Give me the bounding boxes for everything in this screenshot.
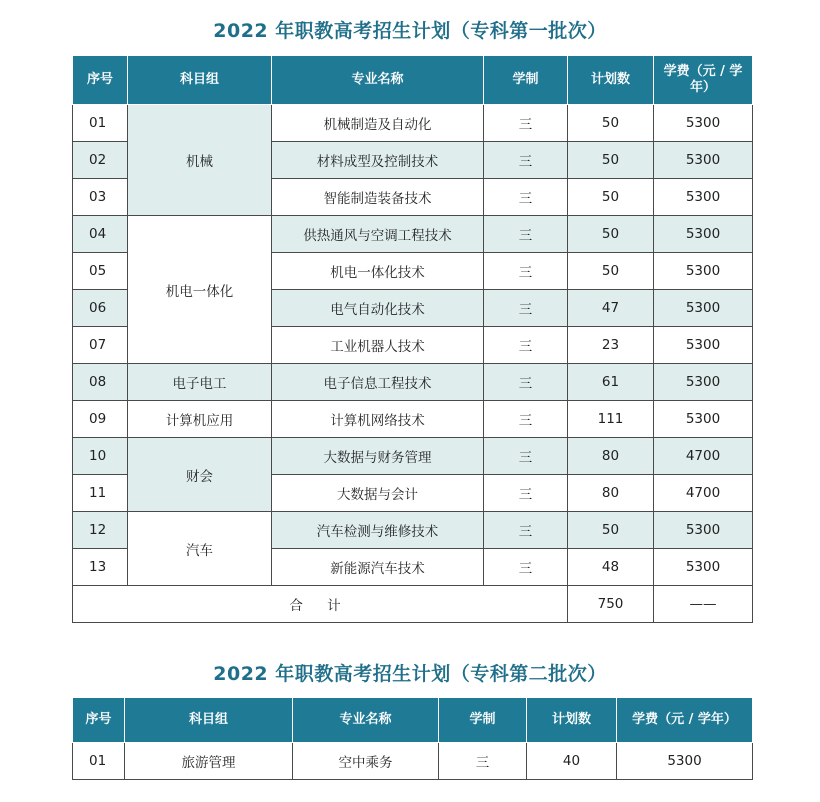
row-major: 电子信息工程技术 bbox=[272, 364, 484, 401]
row-plan: 50 bbox=[568, 142, 654, 179]
row-fee: 5300 bbox=[654, 105, 753, 142]
group-cell: 机电一体化 bbox=[128, 216, 272, 364]
row-years: 三 bbox=[484, 438, 568, 475]
row-plan: 40 bbox=[527, 743, 617, 780]
row-no: 05 bbox=[73, 253, 128, 290]
row-no: 09 bbox=[73, 401, 128, 438]
row-major: 材料成型及控制技术 bbox=[272, 142, 484, 179]
row-plan: 48 bbox=[568, 549, 654, 586]
header-major: 专业名称 bbox=[293, 698, 439, 743]
row-fee: 5300 bbox=[654, 290, 753, 327]
row-no: 08 bbox=[73, 364, 128, 401]
header-years: 学制 bbox=[439, 698, 527, 743]
header-no: 序号 bbox=[73, 698, 125, 743]
header-plan: 计划数 bbox=[568, 56, 654, 105]
total-label: 合 计 bbox=[73, 586, 568, 623]
total-row bbox=[73, 586, 753, 623]
row-plan: 61 bbox=[568, 364, 654, 401]
row-major: 智能制造装备技术 bbox=[272, 179, 484, 216]
row-major: 大数据与财务管理 bbox=[272, 438, 484, 475]
row-plan: 47 bbox=[568, 290, 654, 327]
row-years: 三 bbox=[484, 290, 568, 327]
row-fee: 4700 bbox=[654, 438, 753, 475]
table-row bbox=[73, 401, 753, 438]
header-major: 专业名称 bbox=[272, 56, 484, 105]
header-plan: 计划数 bbox=[527, 698, 617, 743]
row-years: 三 bbox=[484, 364, 568, 401]
header-group: 科目组 bbox=[128, 56, 272, 105]
second-batch-table bbox=[72, 697, 753, 780]
group-cell: 电子电工 bbox=[128, 364, 272, 401]
group-cell: 旅游管理 bbox=[125, 743, 293, 780]
row-major: 空中乘务 bbox=[293, 743, 439, 780]
table-row bbox=[73, 743, 753, 780]
row-major: 计算机网络技术 bbox=[272, 401, 484, 438]
row-years: 三 bbox=[484, 475, 568, 512]
row-fee: 5300 bbox=[654, 142, 753, 179]
row-plan: 50 bbox=[568, 216, 654, 253]
row-no: 03 bbox=[73, 179, 128, 216]
header-fee: 学费（元 / 学年） bbox=[617, 698, 753, 743]
row-fee: 5300 bbox=[654, 401, 753, 438]
row-fee: 5300 bbox=[654, 216, 753, 253]
header-group: 科目组 bbox=[125, 698, 293, 743]
row-major: 电气自动化技术 bbox=[272, 290, 484, 327]
row-major: 大数据与会计 bbox=[272, 475, 484, 512]
row-years: 三 bbox=[484, 549, 568, 586]
row-years: 三 bbox=[484, 512, 568, 549]
first-batch-table bbox=[72, 55, 753, 623]
table2-title: 2022 年职教高考招生计划（专科第二批次） bbox=[213, 663, 607, 685]
row-fee: 5300 bbox=[654, 512, 753, 549]
table-row bbox=[73, 512, 753, 549]
row-plan: 50 bbox=[568, 512, 654, 549]
row-no: 07 bbox=[73, 327, 128, 364]
row-plan: 50 bbox=[568, 179, 654, 216]
row-years: 三 bbox=[484, 105, 568, 142]
header-fee: 学费（元 / 学年） bbox=[654, 56, 753, 105]
header-years: 学制 bbox=[484, 56, 568, 105]
row-plan: 23 bbox=[568, 327, 654, 364]
table-row bbox=[73, 438, 753, 475]
row-years: 三 bbox=[484, 253, 568, 290]
table-row bbox=[73, 364, 753, 401]
row-major: 工业机器人技术 bbox=[272, 327, 484, 364]
row-plan: 80 bbox=[568, 438, 654, 475]
row-fee: 5300 bbox=[654, 364, 753, 401]
row-years: 三 bbox=[484, 179, 568, 216]
row-years: 三 bbox=[484, 401, 568, 438]
row-major: 供热通风与空调工程技术 bbox=[272, 216, 484, 253]
row-years: 三 bbox=[484, 142, 568, 179]
row-years: 三 bbox=[439, 743, 527, 780]
total-fee: —— bbox=[654, 586, 753, 623]
row-no: 01 bbox=[73, 105, 128, 142]
row-years: 三 bbox=[484, 216, 568, 253]
row-plan: 80 bbox=[568, 475, 654, 512]
row-fee: 4700 bbox=[654, 475, 753, 512]
row-no: 11 bbox=[73, 475, 128, 512]
row-fee: 5300 bbox=[654, 253, 753, 290]
row-fee: 5300 bbox=[654, 327, 753, 364]
table1-title: 2022 年职教高考招生计划（专科第一批次） bbox=[213, 20, 607, 42]
row-fee: 5300 bbox=[617, 743, 753, 780]
row-major: 汽车检测与维修技术 bbox=[272, 512, 484, 549]
row-major: 机械制造及自动化 bbox=[272, 105, 484, 142]
group-cell: 财会 bbox=[128, 438, 272, 512]
row-major: 新能源汽车技术 bbox=[272, 549, 484, 586]
header-no: 序号 bbox=[73, 56, 128, 105]
row-no: 02 bbox=[73, 142, 128, 179]
group-cell: 汽车 bbox=[128, 512, 272, 586]
row-plan: 50 bbox=[568, 105, 654, 142]
row-no: 13 bbox=[73, 549, 128, 586]
group-cell: 计算机应用 bbox=[128, 401, 272, 438]
table-header-row bbox=[73, 698, 753, 743]
row-plan: 111 bbox=[568, 401, 654, 438]
row-no: 04 bbox=[73, 216, 128, 253]
table-row bbox=[73, 216, 753, 253]
row-fee: 5300 bbox=[654, 549, 753, 586]
table-row bbox=[73, 105, 753, 142]
total-plan: 750 bbox=[568, 586, 654, 623]
row-major: 机电一体化技术 bbox=[272, 253, 484, 290]
row-no: 01 bbox=[73, 743, 125, 780]
row-years: 三 bbox=[484, 327, 568, 364]
row-no: 06 bbox=[73, 290, 128, 327]
row-plan: 50 bbox=[568, 253, 654, 290]
row-fee: 5300 bbox=[654, 179, 753, 216]
row-no: 12 bbox=[73, 512, 128, 549]
row-no: 10 bbox=[73, 438, 128, 475]
group-cell: 机械 bbox=[128, 105, 272, 216]
table-header-row bbox=[73, 56, 753, 105]
